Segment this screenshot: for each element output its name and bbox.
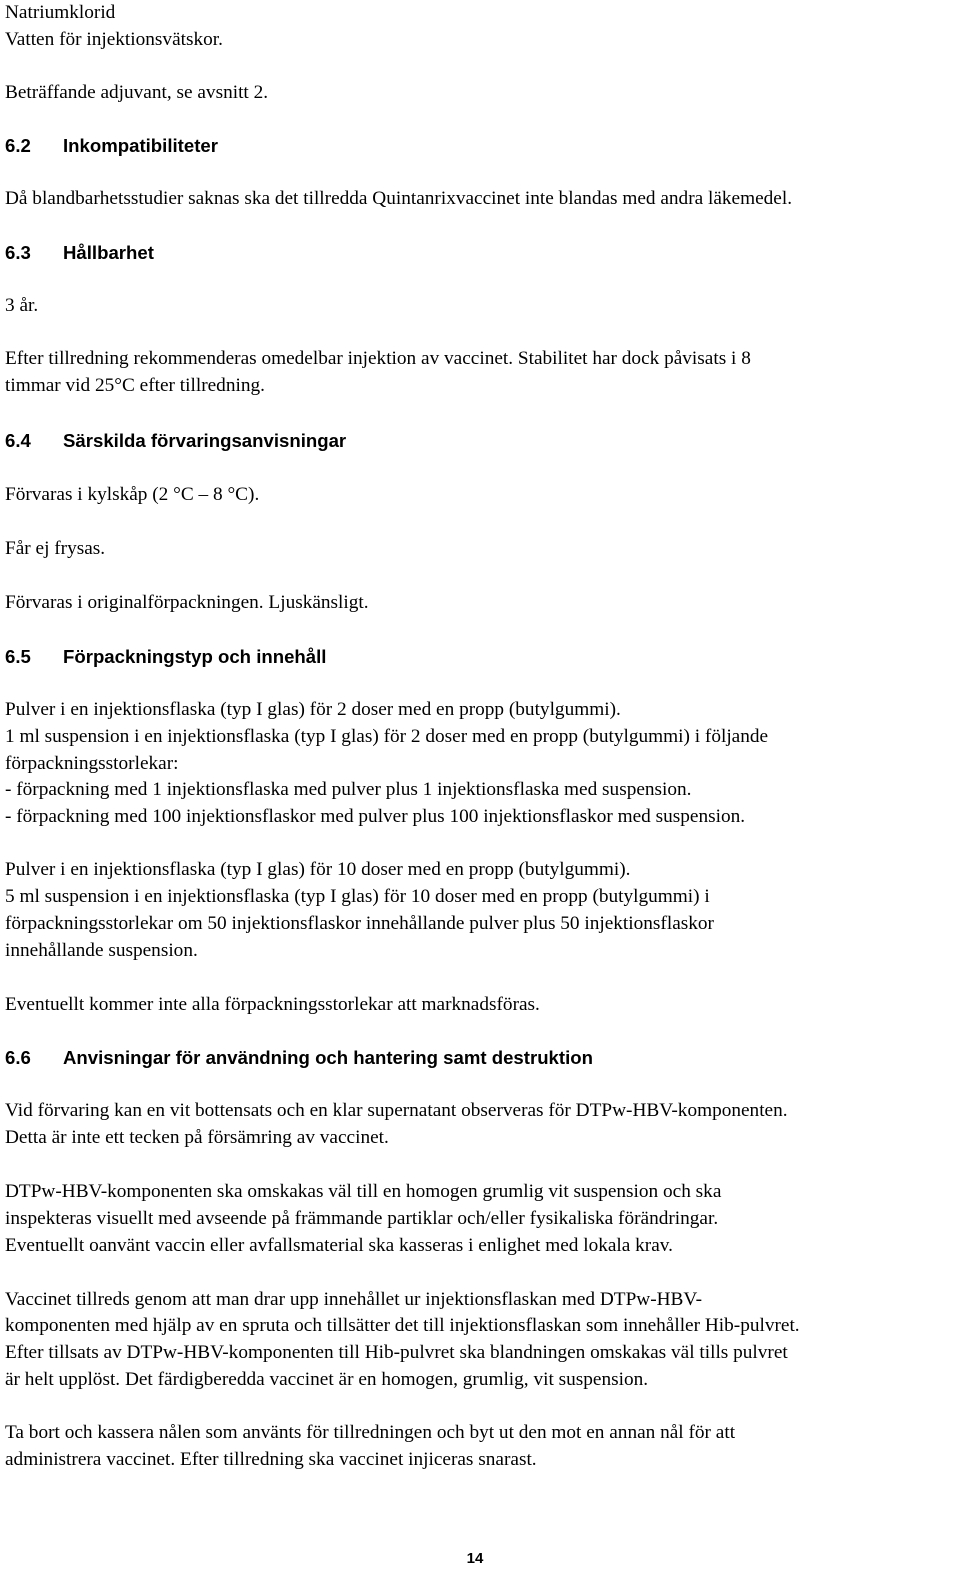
text-line: innehållande suspension. bbox=[5, 940, 198, 961]
text-line: Får ej frysas. bbox=[5, 538, 106, 559]
text-line: Pulver i en injektionsflaska (typ I glas) för 2 doser med en propp (butylgummi). bbox=[5, 699, 621, 720]
section-heading-6-5 bbox=[5, 644, 326, 671]
section-number: 6.3 bbox=[5, 242, 31, 263]
text-line: Vaccinet tillreds genom att man drar upp innehållet ur injektionsflaskan med DTPw-HBV- bbox=[5, 1289, 702, 1310]
text-line: 1 ml suspension i en injektionsflaska (typ I glas) för 2 doser med en propp (butylgummi) i följande bbox=[5, 726, 769, 747]
section-title: Förpackningstyp och innehåll bbox=[63, 646, 327, 667]
text-line: Efter tillredning rekommenderas omedelbar injektion av vaccinet. Stabilitet har dock påvisats i 8 bbox=[5, 348, 751, 369]
text-line: förpackningsstorlekar: bbox=[5, 753, 179, 774]
text-line: Natriumklorid bbox=[5, 2, 116, 23]
text-line: Eventuellt oanvänt vaccin eller avfallsmaterial ska kasseras i enlighet med lokala krav. bbox=[5, 1235, 673, 1256]
section-number: 6.5 bbox=[5, 646, 31, 667]
text-line: Förvaras i originalförpackningen. Ljuskänsligt. bbox=[5, 592, 369, 613]
text-line: Vatten för injektionsvätskor. bbox=[5, 29, 223, 50]
text-line: Ta bort och kassera nålen som använts för tillredningen och byt ut den mot en annan nål för att bbox=[5, 1422, 736, 1443]
section-heading-6-4 bbox=[5, 428, 346, 455]
section-title: Anvisningar för användning och hantering samt destruktion bbox=[63, 1047, 593, 1068]
text-line: administrera vaccinet. Efter tillredning ska vaccinet injiceras snarast. bbox=[5, 1449, 537, 1470]
text-line: Eventuellt kommer inte alla förpackningsstorlekar att marknadsföras. bbox=[5, 994, 540, 1015]
text-line: 5 ml suspension i en injektionsflaska (typ I glas) för 10 doser med en propp (butylgummi) i bbox=[5, 886, 710, 907]
text-line: - förpackning med 100 injektionsflaskor med pulver plus 100 injektionsflaskor med suspension. bbox=[5, 806, 746, 827]
section-heading-6-3 bbox=[5, 240, 154, 267]
text-line: DTPw-HBV-komponenten ska omskakas väl till en homogen grumlig vit suspension och ska bbox=[5, 1181, 722, 1202]
section-title: Hållbarhet bbox=[63, 242, 154, 263]
text-line: inspekteras visuellt med avseende på främmande partiklar och/eller fysikaliska förändringar. bbox=[5, 1208, 719, 1229]
section-heading-6-2 bbox=[5, 133, 218, 160]
text-line: Beträffande adjuvant, se avsnitt 2. bbox=[5, 82, 269, 103]
text-line: 3 år. bbox=[5, 295, 39, 316]
page-number: 14 bbox=[466, 1550, 484, 1567]
section-number: 6.2 bbox=[5, 135, 31, 156]
text-line: Efter tillsats av DTPw-HBV-komponenten till Hib-pulvret ska blandningen omskakas väl tills pulvret bbox=[5, 1342, 788, 1363]
text-line: Vid förvaring kan en vit bottensats och en klar supernatant observeras för DTPw-HBV-komponenten. bbox=[5, 1100, 788, 1121]
section-title: Inkompatibiliteter bbox=[63, 135, 218, 156]
text-line: förpackningsstorlekar om 50 injektionsflaskor innehållande pulver plus 50 injektionsflaskor bbox=[5, 913, 714, 934]
text-line: timmar vid 25°C efter tillredning. bbox=[5, 375, 265, 396]
text-line: Då blandbarhetsstudier saknas ska det tillredda Quintanrixvaccinet inte blandas med andra läkemedel. bbox=[5, 188, 793, 209]
section-number: 6.4 bbox=[5, 430, 31, 451]
text-line: - förpackning med 1 injektionsflaska med pulver plus 1 injektionsflaska med suspension. bbox=[5, 779, 692, 800]
text-line: är helt upplöst. Det färdigberedda vaccinet är en homogen, grumlig, vit suspension. bbox=[5, 1369, 649, 1390]
text-line: Pulver i en injektionsflaska (typ I glas) för 10 doser med en propp (butylgummi). bbox=[5, 859, 631, 880]
text-line: komponenten med hjälp av en spruta och tillsätter det till injektionsflaskan som innehåller Hib-pulvret. bbox=[5, 1315, 800, 1336]
section-heading-6-6 bbox=[5, 1045, 593, 1072]
section-title: Särskilda förvaringsanvisningar bbox=[63, 430, 347, 451]
text-line: Förvaras i kylskåp (2 °C – 8 °C). bbox=[5, 484, 260, 505]
section-number: 6.6 bbox=[5, 1047, 31, 1068]
text-line: Detta är inte ett tecken på försämring av vaccinet. bbox=[5, 1127, 389, 1148]
